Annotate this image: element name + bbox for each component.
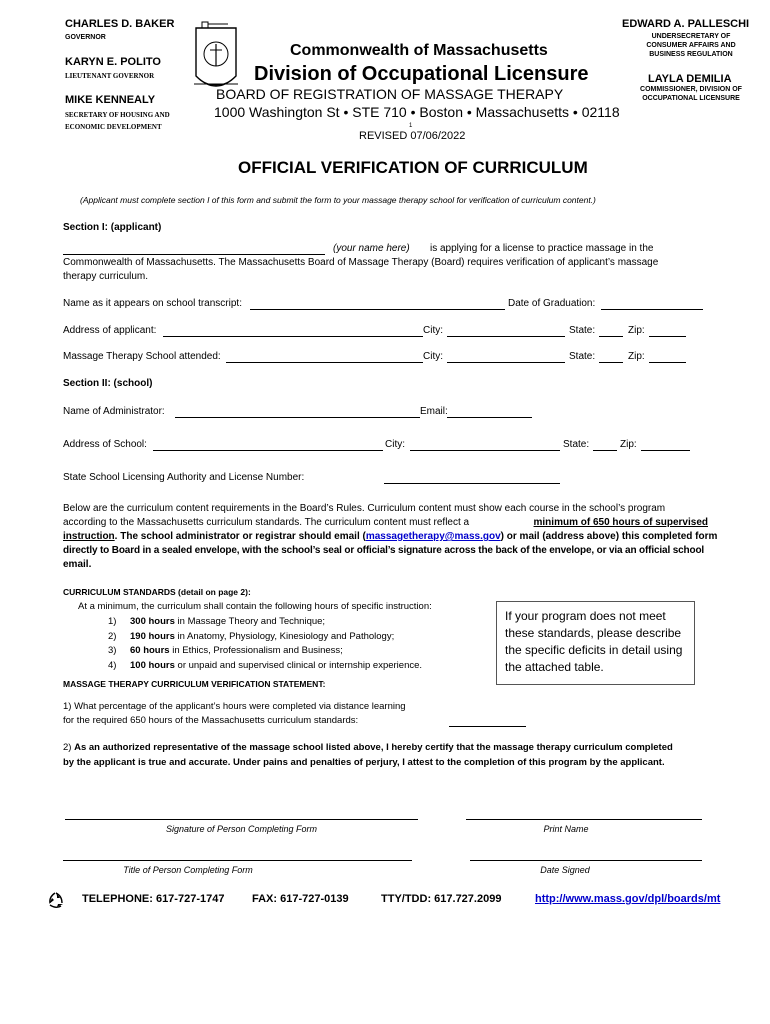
city-label: City:	[423, 325, 443, 336]
licensing-number-field[interactable]	[384, 483, 560, 484]
zip-label: Zip:	[628, 325, 645, 336]
school-attended-field[interactable]	[226, 362, 423, 363]
school2-city-field[interactable]	[410, 450, 560, 451]
undersecretary-title-3: BUSINESS REGULATION	[649, 51, 733, 58]
grad-label: Date of Graduation:	[508, 298, 596, 309]
form-instruction: (Applicant must complete section I of this form and submit the form to your massage therapy school for verification of curriculum content.)	[80, 195, 596, 205]
standard-item: 3) 60 hours in Ethics, Professionalism and Business;	[108, 645, 343, 656]
secretary-title-1: SECRETARY OF HOUSING AND	[65, 111, 170, 119]
requirements-text-2: according to the Massachusetts curriculum standards. The curriculum content must reflect a	[63, 517, 470, 528]
recycle-icon	[46, 890, 66, 910]
standards-intro: At a minimum, the curriculum shall contain the following hours of specific instruction:	[78, 601, 432, 612]
intro-text-2: Commonwealth of Massachusetts. The Massachusetts Board of Massage Therapy (Board) requires verification of applicant’s massage	[63, 257, 659, 268]
signature-field[interactable]	[65, 819, 418, 820]
governor-name: CHARLES D. BAKER	[65, 18, 175, 30]
school2-state-field[interactable]	[593, 450, 617, 451]
print-name-caption: Print Name	[543, 824, 589, 834]
intro-text-1: is applying for a license to practice massage in the	[430, 243, 654, 254]
commonwealth-title: Commonwealth of Massachusetts	[290, 42, 548, 59]
requirements-line-1: Below are the curriculum content requirements in the Board’s Rules. Curriculum content must show each course in the school’s program	[63, 503, 666, 514]
standards-list	[108, 615, 422, 673]
school2-zip-field[interactable]	[641, 450, 690, 451]
transcript-name-field[interactable]	[250, 309, 505, 310]
title-caption: Title of Person Completing Form	[123, 865, 253, 875]
commissioner-title-2: OCCUPATIONAL LICENSURE	[642, 95, 740, 102]
administrator-email-field[interactable]	[447, 417, 532, 418]
lt-governor-title: LIEUTENANT GOVERNOR	[65, 72, 155, 80]
revised-date: REVISED 07/06/2022	[359, 130, 466, 142]
standard-item: 1) 300 hours in Massage Theory and Technique;	[108, 616, 326, 627]
school-zip-label: Zip:	[628, 351, 645, 362]
governor-title: GOVERNOR	[65, 34, 106, 41]
deficit-note-box: If your program does not meet these standards, please describe the specific deficits in detail using the attached table.	[496, 601, 695, 685]
form-title: OFFICIAL VERIFICATION OF CURRICULUM	[238, 158, 588, 177]
requirements-text-3: . The school administrator or registrar should email (	[114, 531, 366, 542]
standards-heading: CURRICULUM STANDARDS (detail on page 2):	[63, 587, 251, 597]
graduation-date-field[interactable]	[601, 309, 703, 310]
question-1-line-2: for the required 650 hours of the Massachusetts curriculum standards:	[63, 715, 359, 726]
standard-item: 2) 190 hours in Anatomy, Physiology, Kinesiology and Pathology;	[108, 630, 395, 642]
secretary-title-2: ECONOMIC DEVELOPMENT	[65, 123, 162, 131]
board-email-link[interactable]: massagetherapy@mass.gov	[365, 531, 501, 542]
school-address-field[interactable]	[153, 450, 383, 451]
requirements-line-2	[63, 516, 708, 530]
administrator-name-field[interactable]	[175, 417, 420, 418]
undersecretary-title-2: CONSUMER AFFAIRS AND	[646, 42, 736, 49]
section1-heading: Section I: (applicant)	[63, 222, 162, 233]
requirements-line-5: directly to Board in a sealed envelope, with the school’s seal or official’s signature across the back of the envelope, or via an official school	[63, 545, 705, 556]
undersecretary-name: EDWARD A. PALLESCHI	[622, 18, 750, 30]
state-label: State:	[569, 325, 596, 336]
footer-telephone: TELEPHONE: 617-727-1747	[82, 893, 225, 905]
school2-city-label: City:	[385, 439, 405, 450]
footer-website-link[interactable]: http://www.mass.gov/dpl/boards/mt	[535, 893, 721, 905]
commissioner-title-1: COMMISSIONER, DIVISION OF	[640, 86, 742, 93]
distance-learning-percent-field[interactable]	[449, 726, 526, 727]
school2-state-label: State:	[563, 439, 590, 450]
school-label: Massage Therapy School attended:	[63, 351, 221, 362]
name-label: Name as it appears on school transcript:	[63, 298, 242, 309]
footer-tty: TTY/TDD: 617.727.2099	[381, 893, 502, 905]
school-address-label: Address of School:	[63, 439, 147, 450]
verification-heading: MASSAGE THERAPY CURRICULUM VERIFICATION STATEMENT:	[63, 679, 326, 689]
page-mark: 1	[409, 123, 413, 129]
admin-label: Name of Administrator:	[63, 406, 165, 417]
intro-text-3: therapy curriculum.	[63, 271, 149, 282]
school-state-label: State:	[569, 351, 596, 362]
undersecretary-title-1: UNDERSECRETARY OF	[651, 33, 731, 40]
board-address: 1000 Washington St • STE 710 • Boston • Massachusetts • 02118	[214, 104, 620, 120]
secretary-name: MIKE KENNEALY	[65, 94, 156, 106]
question-2-line-1: 2) As an authorized representative of the massage school listed above, I hereby certify that the massage therapy curriculum completed	[63, 742, 673, 753]
question-2-line-2: by the applicant is true and accurate. Under pains and penalties of perjury, I attest to the completion of this program by the applicant.	[63, 757, 665, 768]
signature-caption: Signature of Person Completing Form	[165, 824, 318, 834]
applicant-name-field[interactable]	[63, 254, 325, 255]
question-1-line-1: 1) What percentage of the applicant’s hours were completed via distance learning	[63, 701, 406, 712]
school-state-field[interactable]	[599, 362, 623, 363]
date-signed-caption: Date Signed	[540, 865, 590, 875]
requirements-instruction: instruction	[63, 531, 115, 542]
board-title: BOARD OF REGISTRATION OF MASSAGE THERAPY	[216, 86, 564, 102]
print-name-field[interactable]	[466, 819, 702, 820]
applicant-address-field[interactable]	[163, 336, 423, 337]
lt-governor-name: KARYN E. POLITO	[65, 56, 161, 68]
division-title: Division of Occupational Licensure	[254, 63, 589, 85]
school-city-field[interactable]	[447, 362, 565, 363]
section2-heading: Section II: (school)	[63, 378, 153, 389]
applicant-city-field[interactable]	[447, 336, 565, 337]
address-label: Address of applicant:	[63, 325, 157, 336]
footer-fax: FAX: 617-727-0139	[252, 893, 349, 905]
admin-email-label: Email:	[420, 406, 448, 417]
applicant-state-field[interactable]	[599, 336, 623, 337]
applicant-zip-field[interactable]	[649, 336, 686, 337]
date-signed-field[interactable]	[470, 860, 702, 861]
school-zip-field[interactable]	[649, 362, 686, 363]
requirements-line-6: email.	[63, 559, 92, 570]
applicant-name-hint: (your name here)	[333, 243, 410, 254]
school-city-label: City:	[423, 351, 443, 362]
title-field[interactable]	[63, 860, 412, 861]
school2-zip-label: Zip:	[620, 439, 637, 450]
requirements-line-3	[63, 530, 718, 544]
standard-item: 4) 100 hours or unpaid and supervised clinical or internship experience.	[108, 659, 423, 671]
commissioner-name: LAYLA DEMILIA	[648, 73, 732, 85]
requirements-text-4: ) or mail (address above) this completed form	[500, 531, 718, 542]
licensing-label: State School Licensing Authority and License Number:	[63, 472, 305, 483]
requirements-minimum: minimum of 650 hours of supervised	[533, 517, 708, 528]
